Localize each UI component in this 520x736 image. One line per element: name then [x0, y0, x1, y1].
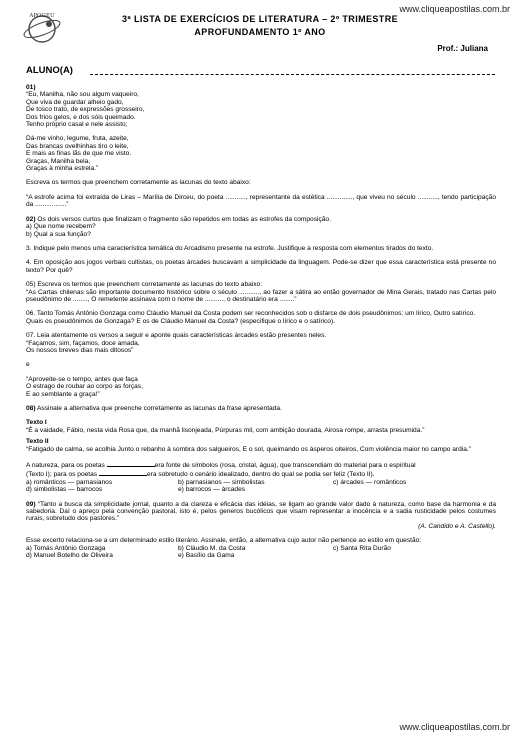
header-subtitle: APROFUNDAMENTO 1º ANO [194, 27, 326, 37]
site-url-top: www.cliqueapostilas.com.br [399, 4, 510, 14]
poem-line: “Eu, Manilha, não sou algum vaqueiro, [26, 91, 139, 99]
q8-sentence-part: (Texto I); para os poetas [26, 471, 98, 479]
poem-line: E mais as finas lãs de que me visto. [26, 150, 132, 158]
q5-cloze-text: “As Cartas chilenas são importante documento histórico sobre o século ..........., ao fazer a sátira ao então governador de Mina Gerais, tratado nas Cartas pelo pseudônimo de ........, O remetente assinava com o nome de .........., o destinatário era ........” [26, 288, 496, 303]
q4-text: 4. Em oposição aos jogos verbais cultistas, os poetas árcades buscavam a simplicidade da linguagem. Pode-se dizer que essa característica está presente no texto? Por quê? [26, 259, 496, 274]
q8-text: Assinale a alternativa que preenche corretamente as lacunas da frase apresentada. [35, 405, 282, 412]
q8-text2-label: Texto II [26, 438, 49, 446]
q8-option-e[interactable]: e) barrocos — árcades [178, 486, 246, 494]
q8-option-c[interactable]: c) árcades — românticos [333, 478, 407, 486]
q9-option-b[interactable]: b) Cláudio M. da Costa [178, 544, 246, 552]
q2-item-a: a) Que nome recebem? [26, 223, 96, 231]
q2-number: 02) [26, 215, 36, 223]
q5-instruction: 05) Escreva os termos que preenchem corretamente as lacunas do texto abaixo: [26, 281, 263, 289]
q1-cloze-text: “A estrofe acima foi extraída de Liras – Marília de Dirceu, do poeta ..........., representante da estética .............., que viveu no século ..........., tendo participação da .................” [26, 193, 496, 209]
q8-option-b[interactable]: b) parnasianos — simbolistas [178, 478, 265, 486]
q8-blank-1[interactable] [107, 460, 155, 467]
professor-name: Prof.: Juliana [437, 44, 488, 53]
q8-option-a[interactable]: a) românticos — parnasianos [26, 478, 113, 486]
q8-text2: “Fatigado de calma, se acolhia Junto o rebanho à sombra dos salgueiros, E o sol, queimando os ásperos oiteiros, Com violência maior no campo ardia.” [26, 445, 471, 453]
poem-line: Graças à minha estrela.” [26, 165, 99, 173]
q8-options-row [26, 486, 496, 493]
q6-question: Quais os pseudônimos de Gonzaga? E os de Cláudio Manuel da Costa? (especifique o lírico e o satírico). [26, 317, 335, 325]
student-name-line[interactable] [90, 74, 495, 75]
q9-option-a[interactable]: a) Tomás Antônio Gonzaga [26, 544, 106, 552]
site-url-bottom: www.cliqueapostilas.com.br [399, 722, 510, 732]
q1-number: 01) [26, 84, 36, 91]
q7-conjunction: e [26, 361, 30, 369]
poem-line: “Aproveite-se o tempo, antes que faça [26, 375, 138, 383]
poem-line: De tosco trato, de expressões grosseiro, [26, 106, 145, 114]
q1-instruction: Escreva os termos que preenchem corretamente as lacunas do texto abaixo: [26, 179, 251, 187]
poem-line: E ao semblante a graça!” [26, 390, 100, 398]
poem-line: Graças, Manilha bela, [26, 157, 91, 165]
poem-line: Tenho próprio casal e nele assisto; [26, 121, 128, 129]
logo-text: APOGEU [29, 13, 55, 19]
q3-text: 3. Indique pelo menos uma característica temática do Arcadismo presente na estrofe. Justifique a resposta com elementos tirados do texto. [26, 244, 434, 252]
q9-option-e[interactable]: e) Basílio da Gama [178, 552, 235, 560]
q2-text: Os dois versos curtos que finalizam o fragmento são repetidos em todas as estrofes da composição. [35, 215, 331, 223]
poem-line: O estrago de roubar ao corpo as forças, [26, 383, 143, 391]
q8-sentence-part: era sobretudo o cenário idealizado, dentro do qual se podia ser feliz (Texto II). [146, 471, 375, 479]
poem-line: Que viva de guardar alheio gado, [26, 98, 124, 106]
exercise-list [26, 84, 496, 560]
poem-line: Dos frios gelos, e dos sóis queimado. [26, 113, 136, 121]
q9-text: “Tanto a busca da simplicidade jornal, quanto a da clareza e eficácia das idéias, se ligam ao grande valor dado à natureza, como base da harmonia e da sabedoria. Daí o apreço pela convenção pastoral, isto é, pelos generos bucólicos que visam representar a inocência e a sadia rusticidade pelos costumes rurais, sobretudo dos pastores.” [26, 500, 496, 523]
q9-option-c[interactable]: c) Santa Rita Durão [333, 544, 391, 552]
q9-options-row [26, 552, 496, 559]
q2-item-b: b) Qual a sua função? [26, 230, 91, 238]
q9-options-row [26, 545, 496, 552]
poem-line: Os nossos breves dias mais ditosos” [26, 346, 134, 354]
q8-blank-2[interactable] [99, 469, 147, 476]
q9-option-d[interactable]: d) Manuel Botelho de Oliveira [26, 552, 113, 560]
student-label: ALUNO(A) [26, 65, 73, 76]
q8-text1-label: Texto I [26, 419, 47, 427]
q8-sentence-part: era fonte de símbolos (rosa, cristal, água), que transcendiam do material para o espiritual [154, 462, 416, 470]
q8-sentence-part: A natureza, para os poetas [26, 462, 105, 470]
q8-number: 08) [26, 405, 36, 412]
q8-options-row [26, 479, 496, 486]
q9-number: 09) [26, 500, 36, 508]
q9-instruction: Esse excerto relaciona-se a um determinado estilo literário. Assinale, então, a alternativa cujo autor não pertence ao estilo em questão: [26, 537, 422, 545]
q7-text: 07. Leia atentamente os versos a seguir e aponte quais características árcades estão presentes neles. [26, 332, 327, 340]
poem-line: “Façamos, sim, façamos, doce amada, [26, 339, 140, 347]
q6-text: 06. Tanto Tomás Antônio Gonzaga como Cláudio Manuel da Costa podem ser reconhecidos sob o disfarce de dois pseudônimos: um lírico, Outro satírico. [26, 310, 476, 318]
poem-line: Dá-me vinho, legume, fruta, azeite, [26, 135, 129, 143]
poem-line: Das brancas ovelhinhas tiro o leite, [26, 142, 129, 150]
q9-source: (A. Candido e A. Castello). [418, 522, 496, 530]
header-title: 3ª LISTA DE EXERCÍCIOS DE LITERATURA – 2º TRIMESTRE [121, 14, 399, 24]
q8-option-d[interactable]: d) simbolistas — barrocos [26, 486, 103, 494]
q8-text1: “É a vaidade, Fábio, nesta vida Rosa que, da manhã lisonjeada, Púrpuras mil, com ambição dourada, Airosa rompe, arrasta presumida.” [26, 426, 425, 434]
